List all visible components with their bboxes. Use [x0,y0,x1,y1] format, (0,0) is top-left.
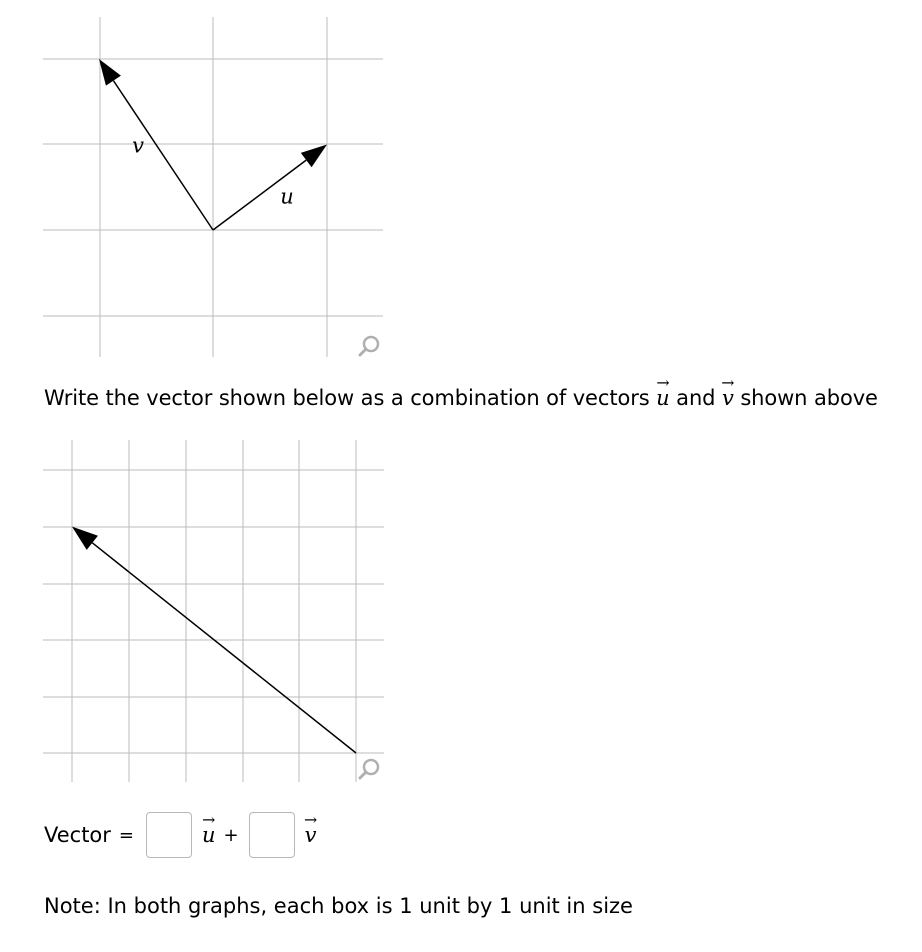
coefficient-v-input[interactable] [249,812,295,858]
equals-sign: = [118,824,135,846]
prompt-text-after: shown above [740,386,878,410]
vector-arrow-icon: → [656,372,670,392]
vector-u-label: u [280,184,294,209]
vector-arrow-icon: → [303,809,318,829]
basis-vector-v: v → [303,809,318,847]
plus-sign: + [223,824,239,846]
prompt-vector-v: v → [721,372,735,410]
prompt-vector-u: u → [656,372,670,410]
vector-arrowhead [72,527,98,550]
basis-vector-u: u → [202,809,216,847]
vector-shaft [92,543,356,753]
coefficient-u-input[interactable] [146,812,192,858]
prompt-text-and: and [676,386,716,410]
prompt-text-before: Write the vector shown below as a combination of vectors [44,386,650,410]
vector-arrow-icon: → [202,809,216,829]
vector-v-label: v [132,133,144,158]
note-text: Note: In both graphs, each box is 1 unit by 1 unit in size [44,894,633,918]
vector-arrow-icon: → [721,372,735,392]
grid-lines [43,440,384,782]
vector-label: Vector [44,823,111,847]
answer-row [44,809,325,861]
magnifier-icon[interactable] [360,760,378,778]
